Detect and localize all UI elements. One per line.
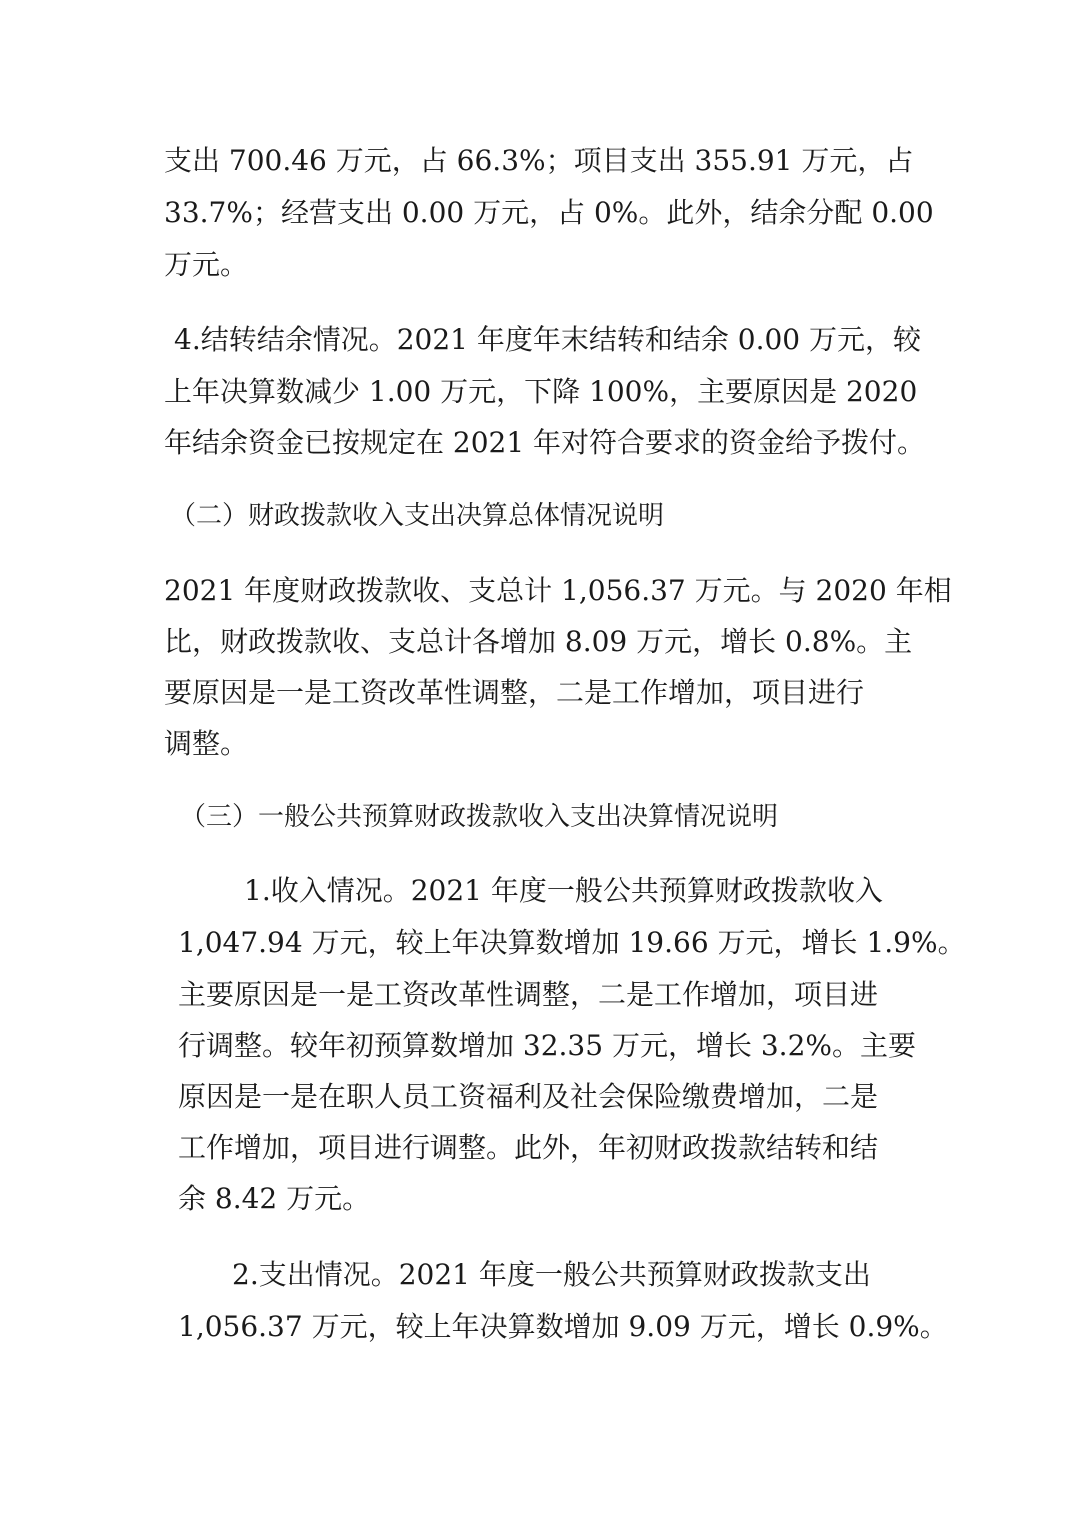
text-line: 1,056.37 万元，较上年决算数增加 9.09 万元，增长 0.9%。 — [178, 1310, 948, 1343]
text-line: 2.支出情况。2021 年度一般公共预算财政拨款支出 — [232, 1258, 871, 1291]
text-line: 1,047.94 万元，较上年决算数增加 19.66 万元，增长 1.9%。 — [178, 926, 966, 959]
text-line: 上年决算数减少 1.00 万元，下降 100%，主要原因是 2020 — [164, 375, 918, 408]
text-line: 年结余资金已按规定在 2021 年对符合要求的资金给予拨付。 — [164, 426, 926, 459]
text-line: 原因是一是在职人员工资福利及社会保险缴费增加，二是 — [178, 1080, 879, 1113]
text-line: 万元。 — [164, 248, 249, 281]
text-line: 33.7%；经营支出 0.00 万元，占 0%。此外，结余分配 0.00 — [164, 196, 934, 229]
text-line: 要原因是一是工资改革性调整，二是工作增加，项目进行 — [164, 676, 865, 709]
heading-text: （三）一般公共预算财政拨款收入支出决算情况说明 — [180, 802, 779, 832]
text-line: 调整。 — [164, 727, 249, 760]
text-line: 2021 年度财政拨款收、支总计 1,056.37 万元。与 2020 年相 — [164, 574, 952, 607]
text-line: 1.收入情况。2021 年度一般公共预算财政拨款收入 — [244, 874, 883, 907]
text-line: 行调整。较年初预算数增加 32.35 万元，增长 3.2%。主要 — [178, 1029, 916, 1062]
text-line: 支出 700.46 万元，占 66.3%；项目支出 355.91 万元，占 — [164, 144, 914, 177]
text-line: 4.结转结余情况。2021 年度年末结转和结余 0.00 万元，较 — [174, 323, 922, 356]
text-line: 工作增加，项目进行调整。此外，年初财政拨款结转和结 — [178, 1131, 879, 1164]
text-line: 余 8.42 万元。 — [178, 1182, 371, 1215]
heading-text: （二）财政拨款收入支出决算总体情况说明 — [170, 501, 665, 531]
text-line: 比，财政拨款收、支总计各增加 8.09 万元，增长 0.8%。主 — [164, 625, 913, 658]
text-line: 主要原因是一是工资改革性调整，二是工作增加，项目进 — [178, 978, 879, 1011]
